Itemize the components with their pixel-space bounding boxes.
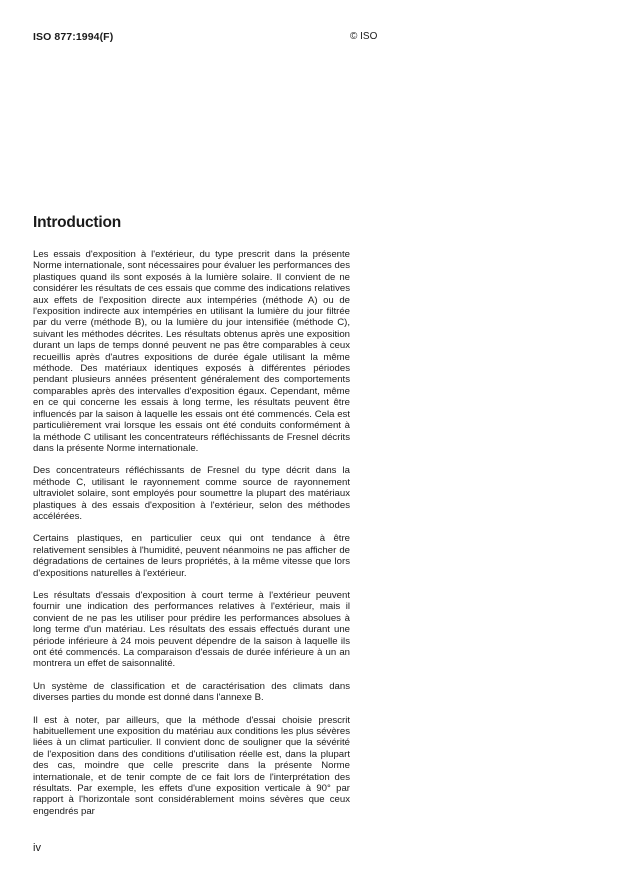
paragraph-3: Certains plastiques, en particulier ceux qui ont tendance à être relativement sensibles à l'humidité, peuvent néanmoins ne pas afficher de dégradations de certaines de leurs propriétés, à la même vitesse que lors d'expositions naturelles à l'extérieur. [33, 533, 350, 579]
body-text [33, 249, 350, 828]
copyright-mark: © ISO [350, 31, 378, 42]
section-title: Introduction [33, 214, 121, 231]
standard-reference: ISO 877:1994(F) [33, 31, 114, 43]
paragraph-6: Il est à noter, par ailleurs, que la méthode d'essai choisie prescrit habituellement une exposition du matériau aux conditions les plus sévères liées à un climat particulier. Il convient donc de souligner que la sévérité de l'exposition dans des conditions d'utilisation réelle est, dans la plupart des cas, moindre que celle prescrite dans la présente Norme internationale, et de tenir compte de ce fait lors de l'interprétation des résultats. Par exemple, les effets d'une exposition verticale à 90° par rapport à l'horizontale sont considérablement moins sévères que ceux engendrés par [33, 714, 350, 817]
paragraph-4: Les résultats d'essais d'exposition à court terme à l'extérieur peuvent fournir une indication des performances relatives à l'extérieur, mais il convient de ne pas les utiliser pour prédire les performances absolues à long terme d'un matériau. Les résultats des essais effectués durant une période inférieure à 24 mois peuvent dépendre de la saison à laquelle ils ont été commencés. La comparaison d'essais de durée inférieure à un an montrera un effet de saisonnalité. [33, 589, 350, 670]
paragraph-1: Les essais d'exposition à l'extérieur, du type prescrit dans la présente Norme internationale, sont nécessaires pour évaluer les performances des plastiques quand ils sont exposés à la lumière solaire. Il convient de ne considérer les résultats de ces essais que comme des indications relatives aux effets de l'exposition directe aux intempéries (méthode A) ou de l'exposition indirecte aux intempéries en utilisant la lumière du jour filtrée par du verre (méthode B), ou la lumière du jour intensifiée (méthode C), suivant les méthodes décrites. Les résultats obtenus après une exposition durant un laps de temps donné peuvent ne pas être comparables à ceux recueillis après d'autres expositions de durée égale utilisant la même méthode. Des matériaux identiques exposés à différentes périodes pendant plusieurs années présentent généralement des comportements comparables après des intervalles d'exposition égaux. Cependant, même en ce qui concerne les essais à long terme, les résultats peuvent être influencés par la saison à laquelle les essais ont été commencés. Cela est particulièrement vrai lorsque les essais ont été conduits conformément à la méthode C utilisant les concentrateurs réfléchissants de Fresnel décrits dans la présente Norme internationale. [33, 249, 350, 454]
paragraph-5: Un système de classification et de caractérisation des climats dans diverses parties du monde est donné dans l'annexe B. [33, 680, 350, 704]
page-number: iv [33, 842, 41, 854]
paragraph-2: Des concentrateurs réfléchissants de Fresnel du type décrit dans la méthode C, utilisant le rayonnement comme source de rayonnement ultraviolet solaire, sont employés pour soumettre la plupart des matériaux plastiques à des essais d'exposition à l'extérieur, selon des méthodes accélérées. [33, 465, 350, 522]
